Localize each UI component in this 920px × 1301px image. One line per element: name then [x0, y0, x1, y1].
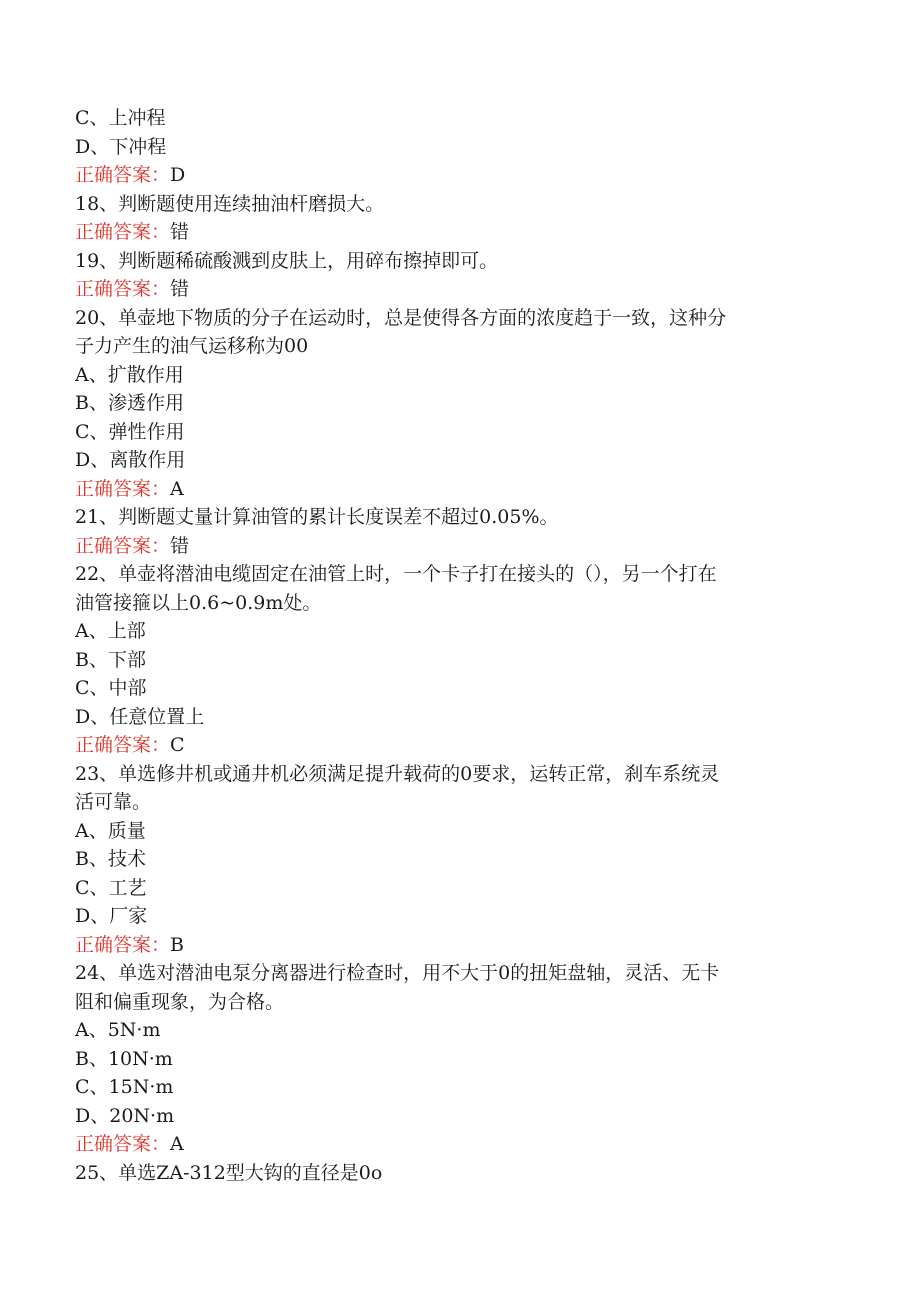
answer-value: D — [170, 164, 186, 186]
question-text: 25、单选ZA-312型大钩的直径是0o — [75, 1161, 383, 1184]
answer-option: D、20N·m — [75, 1104, 175, 1127]
answer-label: 正确答案： — [75, 933, 171, 956]
answer-value: C — [170, 734, 185, 756]
question-text: 油管接箍以上0.6~0.9m处。 — [75, 591, 322, 614]
answer-option: D、厂家 — [75, 905, 148, 927]
answer-label: 正确答案： — [75, 534, 171, 557]
answer-label: 正确答案： — [75, 221, 171, 243]
answer-option: B、渗透作用 — [75, 392, 184, 414]
answer-line — [75, 218, 845, 247]
answer-option: B、10N·m — [75, 1047, 173, 1070]
question-text: 24、单选对潜油电泵分离器进行检查时，用不大于0的扭矩盘轴，灵活、无卡 — [75, 962, 720, 984]
answer-label: 正确答案： — [75, 734, 171, 756]
answer-label: 正确答案： — [75, 1133, 171, 1155]
answer-option: C、中部 — [75, 677, 147, 699]
question-text: 23、单选修井机或通井机必须满足提升载荷的0要求，运转正常，刹车系统灵 — [75, 762, 720, 785]
answer-line — [75, 532, 845, 561]
answer-line — [75, 161, 845, 190]
answer-label: 正确答案： — [75, 477, 171, 500]
answer-option: D、任意位置上 — [75, 705, 205, 728]
answer-option: B、下部 — [75, 648, 146, 671]
answer-line — [75, 275, 845, 304]
answer-option: C、15N·m — [75, 1076, 174, 1098]
answer-value: A — [170, 1133, 184, 1155]
answer-option: A、扩散作用 — [75, 363, 184, 386]
question-text: 19、判断题稀硫酸溅到皮肤上，用碎布擦掉即可。 — [75, 249, 499, 272]
answer-value: 错 — [170, 278, 190, 300]
answer-line — [75, 1130, 845, 1159]
question-text: 18、判断题使用连续抽油杆磨损大。 — [75, 192, 385, 215]
document-page — [75, 104, 845, 1187]
question-text: 活可靠。 — [75, 791, 152, 813]
answer-option: D、下冲程 — [75, 135, 167, 158]
answer-option: A、质量 — [75, 819, 146, 842]
answer-option: A、5N·m — [75, 1019, 161, 1041]
answer-label: 正确答案： — [75, 278, 171, 300]
answer-label: 正确答案： — [75, 164, 171, 186]
answer-option: D、离散作用 — [75, 449, 186, 471]
answer-option: C、弹性作用 — [75, 420, 185, 443]
answer-line — [75, 731, 845, 760]
answer-option: A、上部 — [75, 620, 146, 642]
answer-option: C、工艺 — [75, 876, 147, 899]
answer-value: A — [170, 477, 184, 500]
question-text: 21、判断题丈量计算油管的累计长度误差不超过0.05%。 — [75, 506, 559, 528]
question-text: 22、单壶将潜油电缆固定在油管上时，一个卡子打在接头的（），另一个打在 — [75, 563, 717, 585]
answer-line — [75, 475, 845, 504]
answer-option: B、技术 — [75, 848, 146, 870]
answer-value: 错 — [170, 221, 190, 243]
answer-line — [75, 931, 845, 960]
question-text: 20、单壶地下物质的分子在运动时，总是使得各方面的浓度趋于一致，这种分 — [75, 306, 727, 329]
answer-option: C、上冲程 — [75, 107, 166, 129]
answer-value: 错 — [170, 534, 190, 557]
question-text: 阻和偏重现象，为合格。 — [75, 990, 285, 1013]
answer-value: B — [170, 933, 184, 956]
question-text: 子力产生的油气运移称为00 — [75, 335, 309, 357]
